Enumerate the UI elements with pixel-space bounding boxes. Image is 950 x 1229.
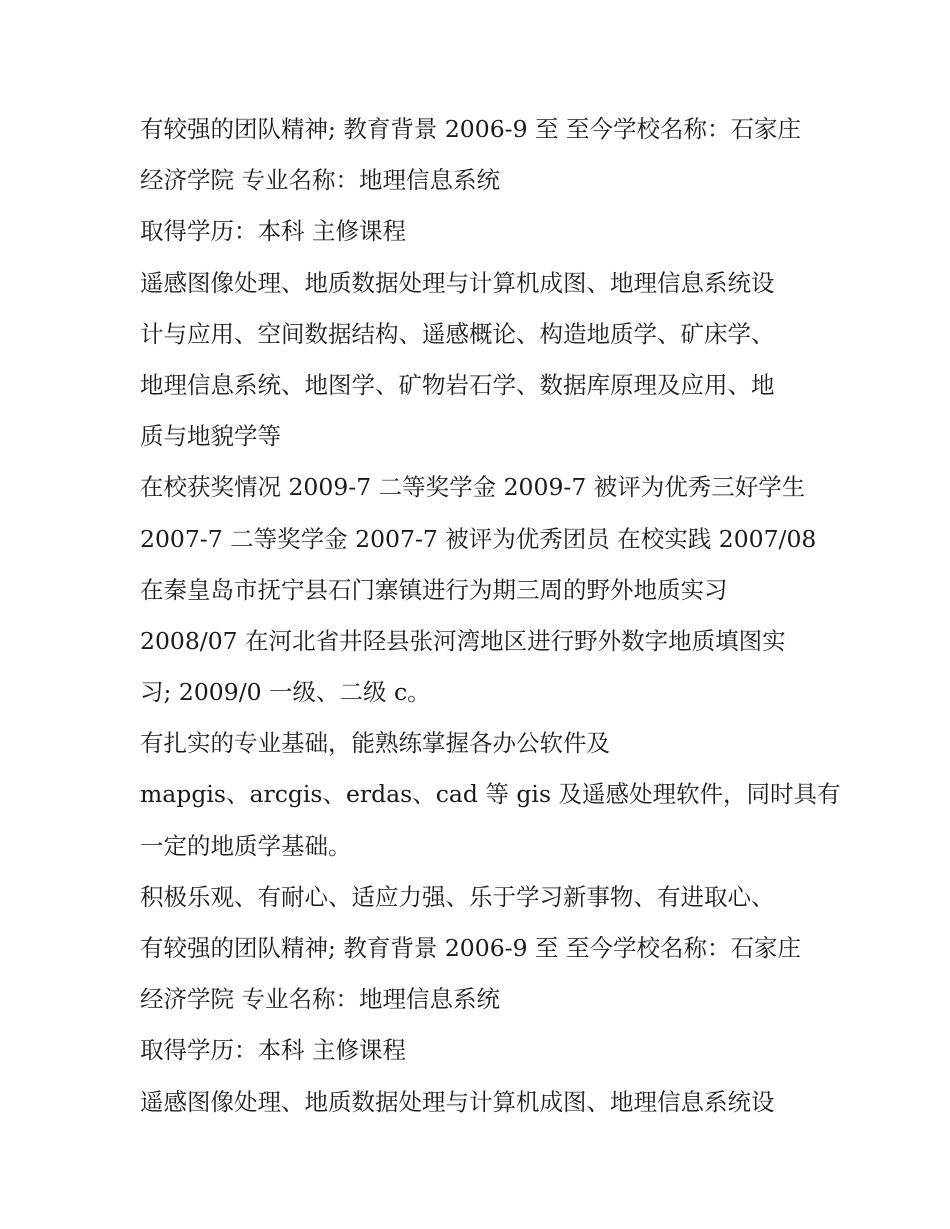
text-line: 习; 2009/0 一级、二级 c。 xyxy=(140,678,431,707)
text-line: 经济学院 专业名称：地理信息系统 xyxy=(140,985,500,1014)
text-line: 遥感图像处理、地质数据处理与计算机成图、地理信息系统设 xyxy=(140,268,775,297)
text-line: 质与地貌学等 xyxy=(140,422,281,451)
text-line: 有较强的团队精神; 教育背景 2006-9 至 至今学校名称：石家庄 xyxy=(140,934,801,962)
text-line: 一定的地质学基础。 xyxy=(140,831,352,860)
text-line: 遥感图像处理、地质数据处理与计算机成图、地理信息系统设 xyxy=(140,1087,775,1116)
text-line: 2007-7 二等奖学金 2007-7 被评为优秀团员 在校实践 2007/08 xyxy=(140,524,817,553)
text-line: 积极乐观、有耐心、适应力强、乐于学习新事物、有进取心、 xyxy=(140,882,775,911)
text-line: mapgis、arcgis、erdas、cad 等 gis 及遥感处理软件，同时具有 xyxy=(140,780,841,809)
text-line: 有较强的团队精神; 教育背景 2006-9 至 至今学校名称：石家庄 xyxy=(140,115,801,143)
document-body xyxy=(140,104,841,1128)
text-line: 在秦皇岛市抚宁县石门寨镇进行为期三周的野外地质实习 xyxy=(140,575,728,604)
text-line: 地理信息系统、地图学、矿物岩石学、数据库原理及应用、地 xyxy=(140,370,775,399)
text-line: 经济学院 专业名称：地理信息系统 xyxy=(140,166,500,195)
text-line: 取得学历：本科 主修课程 xyxy=(140,217,406,246)
text-line: 计与应用、空间数据结构、遥感概论、构造地质学、矿床学、 xyxy=(140,319,775,348)
text-line: 2008/07 在河北省井陉县张河湾地区进行野外数字地质填图实 xyxy=(140,626,786,655)
text-line: 在校获奖情况 2009-7 二等奖学金 2009-7 被评为优秀三好学生 xyxy=(140,473,806,502)
text-line: 取得学历：本科 主修课程 xyxy=(140,1036,406,1065)
text-line: 有扎实的专业基础，能熟练掌握各办公软件及 xyxy=(140,729,610,758)
